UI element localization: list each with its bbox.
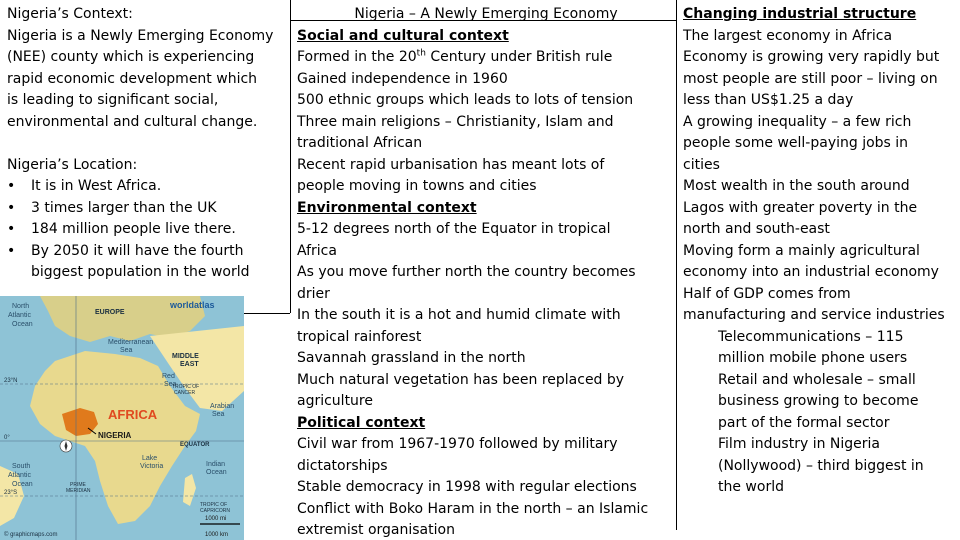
location-bullet-2: • 3 times larger than the UK (7, 198, 290, 220)
context-line-5: environmental and cultural change. (7, 113, 258, 130)
map-label-arabian-1: Arabian (210, 403, 235, 410)
industrial-line-3: most people are still poor – living on (683, 70, 938, 87)
political-line-4: Conflict with Boko Haram in the north – an Islamic (297, 500, 649, 517)
social-line-3: Three main religions – Christianity, Islam and (297, 113, 614, 130)
industrial-line-12: economy into an industrial economy (683, 264, 939, 280)
industrial-line-8: Most wealth in the south around (683, 178, 910, 194)
political-line-2: dictatorships (297, 457, 388, 474)
social-heading: Social and cultural context (297, 27, 509, 44)
political-text (297, 434, 675, 540)
industrial-line-11: Moving form a mainly agricultural (683, 242, 920, 259)
context-title: Nigeria’s Context: (7, 6, 133, 22)
political-line-1: Civil war from 1967-1970 followed by military (297, 436, 618, 452)
location-title: Nigeria’s Location: (7, 156, 138, 173)
environmental-line-1: 5-12 degrees north of the Equator in tropical (297, 221, 611, 237)
environmental-line-4: drier (297, 285, 330, 302)
environmental-line-5: In the south it is a hot and humid climate with (297, 307, 621, 323)
location-bullet-4: • By 2050 it will have the fourth (7, 241, 290, 263)
map-label-cancer-2: CANCER (174, 390, 196, 396)
location-bullet-3: • 184 million people live there. (7, 219, 290, 241)
map-copyright: © graphicmaps.com (4, 532, 58, 538)
map-label-med-2: Sea (120, 347, 133, 354)
map-label-equator: EQUATOR (180, 442, 210, 448)
environmental-line-6: tropical rainforest (297, 328, 422, 345)
map-label-med-1: Mediterranean (108, 339, 154, 346)
map-label-capricorn-1: TROPIC OF (200, 502, 228, 508)
industrial-line-7: cities (683, 156, 720, 173)
industrial-example-line-1: Telecommunications – 115 (718, 328, 904, 345)
context-line-3: rapid economic development which (7, 70, 258, 87)
environmental-line-9: agriculture (297, 393, 373, 409)
map-label-indian-1: Indian (206, 461, 226, 468)
map-label-scale-km: 1000 km (205, 532, 229, 538)
context-text (7, 26, 290, 134)
social-text (297, 69, 675, 198)
industrial-heading: Changing industrial structure (683, 6, 917, 22)
industrial-line-6: people some well-paying jobs in (683, 135, 909, 151)
map-label-lat-north: 23°N (4, 378, 18, 384)
map-label-scale-mi: 1000 mi (205, 516, 227, 522)
map-label-africa: AFRICA (108, 407, 158, 422)
context-line-2: (NEE) county which is experiencing (7, 49, 255, 65)
industrial-example-line-3: Retail and wholesale – small (718, 371, 916, 388)
environmental-text (297, 219, 675, 413)
industrial-line-1: The largest economy in Africa (683, 27, 893, 44)
map-label-lat-zero: 0° (4, 435, 10, 441)
political-heading: Political context (297, 414, 426, 431)
industrial-example-line-6: Film industry in Nigeria (718, 436, 880, 452)
industrial-line-2: Economy is growing very rapidly but (683, 49, 940, 65)
political-line-3: Stable democracy in 1998 with regular elections (297, 479, 637, 495)
political-line-5: extremist organisation (297, 522, 455, 538)
map-label-arabian-2: Sea (212, 411, 225, 418)
industrial-text (683, 26, 958, 327)
map-label-cancer-1: TROPIC OF (172, 384, 200, 390)
right-column (683, 4, 958, 499)
map-label-red-sea-1: Red (162, 373, 175, 380)
industrial-examples (683, 327, 958, 499)
social-line-first (297, 47, 675, 69)
social-line-first-pre: Formed in the 20 (297, 49, 417, 65)
industrial-example-line-7: (Nollywood) – third biggest in (718, 457, 924, 474)
map-logo: worldatlas (170, 300, 215, 310)
page-title: Nigeria – A Newly Emerging Economy (354, 6, 618, 22)
map-label-lake-1: Lake (142, 455, 158, 462)
map-label-indian-2: Ocean (206, 469, 227, 476)
map-label-capricorn-2: CAPRICORN (200, 508, 231, 514)
map-label-lake-2: Victoria (140, 463, 164, 470)
map-label-south-atlantic-3: Ocean (12, 481, 33, 488)
map-label-south-atlantic-2: Atlantic (8, 472, 31, 479)
social-line-first-sup: th (416, 48, 426, 59)
environmental-line-3: As you move further north the country becomes (297, 264, 636, 280)
industrial-line-13: Half of GDP comes from (683, 285, 851, 302)
map-label-lat-south: 23°S (4, 490, 18, 496)
divider-left-middle (290, 0, 291, 313)
map-label-north-atlantic-2: Atlantic (8, 312, 31, 319)
environmental-line-8: Much natural vegetation has been replaced by (297, 371, 625, 388)
social-line-first-post: Century under British rule (425, 49, 613, 65)
social-line-5: Recent rapid urbanisation has meant lots of (297, 156, 605, 173)
map-label-prime-1: PRIME (70, 482, 86, 488)
map-label-middle-east-1: MIDDLE (172, 353, 199, 360)
map-label-south-atlantic-1: South (12, 463, 31, 470)
map-label-middle-east-2: EAST (180, 361, 199, 368)
industrial-example-line-2: million mobile phone users (718, 350, 908, 366)
compass-icon (60, 440, 72, 452)
environmental-line-2: Africa (297, 242, 337, 259)
map-label-europe: EUROPE (95, 309, 125, 316)
industrial-example-line-4: business growing to become (718, 393, 919, 409)
context-line-1: Nigeria is a Newly Emerging Economy (7, 27, 274, 44)
location-bullet-list (7, 176, 290, 262)
middle-column (297, 4, 675, 540)
social-line-4: traditional African (297, 135, 423, 151)
social-line-6: people moving in towns and cities (297, 178, 537, 194)
location-bullet-1: • It is in West Africa. (7, 176, 290, 198)
left-column (7, 4, 290, 284)
industrial-example-line-5: part of the formal sector (718, 414, 890, 431)
map-label-nigeria: NIGERIA (98, 431, 132, 440)
industrial-line-10: north and south-east (683, 221, 830, 237)
environmental-line-7: Savannah grassland in the north (297, 350, 526, 366)
map-label-north-atlantic-3: Ocean (12, 321, 33, 328)
industrial-example-line-8: the world (718, 479, 784, 495)
divider-map-top (244, 313, 290, 314)
industrial-line-14: manufacturing and service industries (683, 307, 945, 323)
social-line-2: 500 ethnic groups which leads to lots of tension (297, 92, 634, 108)
africa-map (0, 296, 244, 540)
divider-middle-right (676, 0, 677, 530)
industrial-line-4: less than US$1.25 a day (683, 92, 854, 108)
social-line-1: Gained independence in 1960 (297, 70, 508, 87)
industrial-line-9: Lagos with greater poverty in the (683, 199, 918, 216)
map-label-north-atlantic-1: North (12, 303, 30, 310)
africa-map-graphic (0, 296, 244, 540)
location-bullet-continuation: biggest population in the world (31, 264, 250, 280)
environmental-heading: Environmental context (297, 199, 477, 216)
map-label-prime-2: MERIDIAN (66, 488, 91, 494)
map-label-red-sea-2: Sea (164, 381, 177, 388)
context-line-4: is leading to significant social, (7, 92, 219, 108)
industrial-line-5: A growing inequality – a few rich (683, 113, 912, 130)
